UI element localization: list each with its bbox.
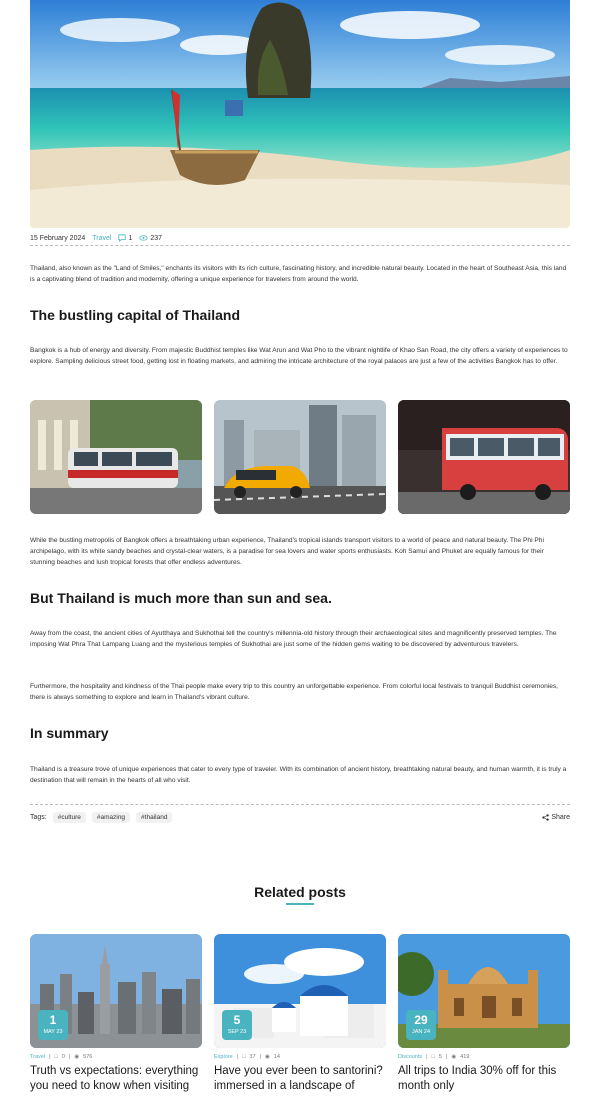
intro-paragraph: Thailand, also known as the "Land of Smiles," enchants its visitors with its rich culture, fascinating history, and incredible natural beauty. Located in the heart of Southeast Asia, this land is a captivating blend of tradition and modernity, offering a unique experience for travelers from around the world. [30,265,567,283]
related-post-title[interactable]: All trips to India 30% off for this month only [398,1065,557,1092]
tags-label: Tags: [30,813,47,821]
date-month: MAY 23 [43,1029,63,1035]
tags-row [30,810,570,824]
eye-icon [139,234,148,242]
islands-paragraph: While the bustling metropolis of Bangkok offers a breathtaking urban experience, Thailand's tropical islands transport visitors to a world of peace and natural beauty. The Phi Phi archipelago, with its white sandy beaches and crystal-clear waters, is a paradise for sea lovers and water sports enthusiasts. Koh Samui and Phuket are equally famous for their stunning beaches and lush tropical forests that offer endless adventures. [30,537,544,566]
eye-icon: ◉ [451,1054,457,1060]
related-post-views: 576 [83,1054,93,1060]
views-count [139,234,162,242]
gallery-image-taxi[interactable] [214,400,386,514]
share-label: Share [551,813,570,821]
date-month: SEP 23 [227,1029,247,1035]
related-post-views: 14 [273,1054,280,1060]
comments-value: 1 [128,234,133,242]
related-post-comments: 5 [438,1054,442,1060]
related-post-image[interactable] [30,934,202,1048]
related-posts-list [30,934,570,1096]
comment-icon: □ [242,1054,246,1060]
related-post-category[interactable]: Explore [214,1054,233,1060]
related-post-card[interactable] [398,934,570,1096]
eye-icon: ◉ [74,1054,80,1060]
post-category-link[interactable]: Travel [92,234,112,242]
related-post-comments: 0 [61,1054,65,1060]
related-posts-title: Related posts [254,884,346,900]
tag-culture[interactable]: #culture [53,812,86,823]
date-month: JAN 24 [411,1029,431,1035]
related-post-views: 419 [460,1054,470,1060]
summary-paragraph: Thailand is a treasure trove of unique experiences that cater to every type of traveler. With its combination of ancient history, breathtaking natural beauty, and human warmth, it is truly a destination that will remain in the hearts of all who visit. [30,766,567,784]
title-underline [286,903,314,905]
related-post-image[interactable] [214,934,386,1048]
heading-more: But Thailand is much more than sun and sea. [30,590,332,606]
comment-icon: □ [54,1054,58,1060]
image-gallery [30,400,570,514]
tram-photo-icon [30,400,202,514]
heading-summary: In summary [30,725,109,741]
date-day: 5 [233,1013,241,1027]
related-post-meta: Discounts | □ 5 | ◉ 419 [398,1054,470,1060]
views-value: 237 [150,234,163,242]
related-post-meta: Explore | □ 37 | ◉ 14 [214,1054,280,1060]
eye-icon: ◉ [264,1054,270,1060]
comment-icon: □ [431,1054,435,1060]
heading-capital: The bustling capital of Thailand [30,307,241,323]
related-post-category[interactable]: Travel [30,1054,46,1060]
tag-amazing[interactable]: #amazing [92,812,130,823]
hospitality-paragraph: Furthermore, the hospitality and kindness of the Thai people make every trip to this country an unforgettable experience. From colorful local festivals to tranquil Buddhist ceremonies, there is always something to explore and learn in Thailand's vibrant culture. [30,683,559,701]
comments-count[interactable] [118,234,132,242]
related-post-title[interactable]: Truth vs expectations: everything you need to know when visiting [30,1065,199,1092]
date-badge [38,1010,68,1040]
bus-photo-icon [398,400,570,514]
date-day: 1 [49,1013,57,1027]
related-post-card[interactable] [30,934,202,1096]
related-post-card[interactable] [214,934,386,1096]
related-post-category[interactable]: Discounts [398,1054,423,1060]
bangkok-paragraph: Bangkok is a hub of energy and diversity. From majestic Buddhist temples like Wat Arun and Wat Pho to the vibrant nightlife of Khao San Road, the city offers a variety of experiences to explore. Sampling delicious street food, getting lost in floating markets, and admiring the intricate architecture of the royal palaces are just a few of the activities Bangkok has to offer. [30,347,568,365]
post-date: 15 February 2024 [30,234,86,242]
related-post-comments: 37 [249,1054,256,1060]
related-post-image[interactable] [398,934,570,1048]
beach-photo-icon [30,0,570,228]
share-button[interactable] [542,814,570,821]
comment-icon [118,234,126,242]
related-post-title[interactable]: Have you ever been to santorini? immersed in a landscape of [214,1065,383,1092]
hero-image [30,0,570,228]
gallery-image-tram[interactable] [30,400,202,514]
date-badge [222,1010,252,1040]
share-icon [542,814,549,821]
taxi-photo-icon [214,400,386,514]
divider [30,245,570,246]
gallery-image-bus[interactable] [398,400,570,514]
date-badge [406,1010,436,1040]
related-post-meta: Travel | □ 0 | ◉ 576 [30,1054,93,1060]
post-meta [30,232,570,244]
date-day: 29 [414,1013,428,1027]
tag-thailand[interactable]: #thailand [136,812,172,823]
ancient-paragraph: Away from the coast, the ancient cities of Ayutthaya and Sukhothai tell the country's millennia-old history through their archaeological sites and magnificently preserved temples. The imposing Wat Phra That Lampang Luang and the mysterious temples of Sukhothai are just some of the hidden gems waiting to be discovered by adventurous travelers. [30,630,557,648]
divider [30,804,570,805]
